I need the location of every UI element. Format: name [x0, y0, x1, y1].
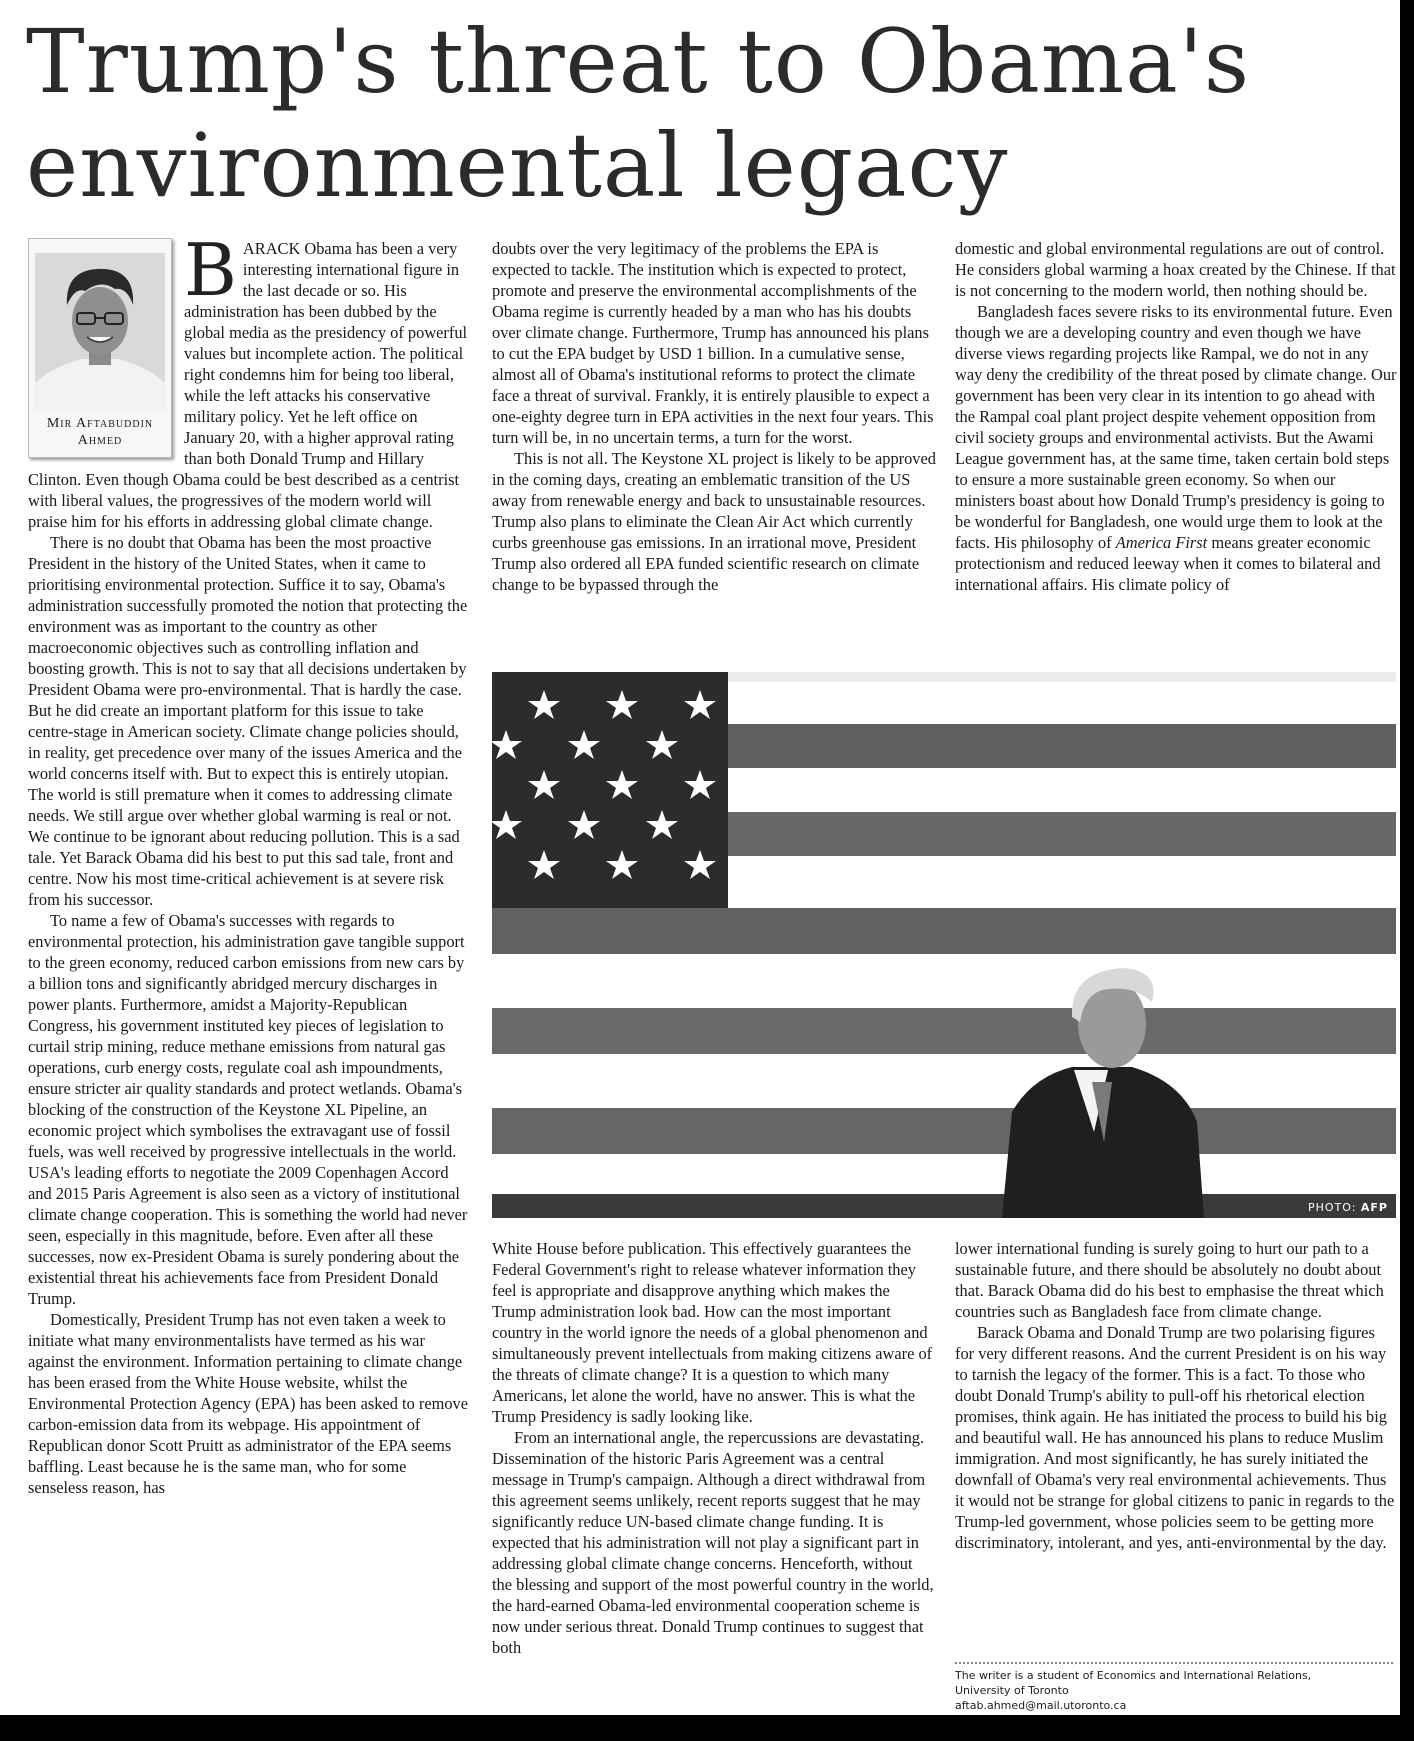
headline: Trump's threat to Obama's environmental legacy [26, 10, 1251, 217]
paragraph-8 [955, 301, 1397, 595]
author-photo [35, 253, 165, 411]
paragraph-6: This is not all. The Keystone XL project is likely to be approved in the coming days, creating an emblematic transition of the US away from renewable energy and back to unsustainable resources. Trump also plans to eliminate the Clean Air Act which currently curbs greenhouse gas emissions. In an irrational move, President Trump also ordered all EPA funded scientific research on climate change to be bypassed through the [492, 449, 936, 594]
footer-divider [955, 1662, 1393, 1664]
footer-email[interactable]: aftab.ahmed@mail.utoronto.ca [955, 1699, 1127, 1712]
article-column-2-bottom [492, 1238, 936, 1715]
paragraph-11: lower international funding is surely going to hurt our path to a sustainable future, and there should be absolutely no doubt about that. Barack Obama did do his best to emphasise the threat which countries such as Bangladesh face from climate change. [955, 1239, 1384, 1321]
article-column-3-top [955, 238, 1397, 648]
author-name-line2: Ahmed [77, 433, 123, 448]
flag-photo-image [492, 672, 1396, 1218]
paragraph-1: ARACK Obama has been a very interesting international figure in the last decade or so. His administration has been dubbed by the global media as the presidency of powerful values but incomplete action. The political right condemns him for being too liberal, while the left attacks his conservative military policy. Yet he left office on January 20, with a higher approval rating than both Donald Trump and Hillary Clinton. Even though Obama could be best described as a centrist with liberal values, the progressives of the modern world will praise him for his efforts in addressing global climate change. [28, 239, 468, 531]
paragraph-7: domestic and global environmental regulations are out of control. He considers global warming a hoax created by the Chinese. If that is not concerning to the modern world, then nothing should be. [955, 239, 1396, 300]
paragraph-5: doubts over the very legitimacy of the problems the EPA is expected to tackle. The institution which is expected to protect, promote and preserve the environmental accomplishments of the Obama regime is currently headed by a man who has his doubts over climate change. Furthermore, Trump has announced his plans to cut the EPA budget by USD 1 billion. In a cumulative sense, almost all of Obama's institutional reforms to protect the climate face a threat of survival. Frankly, it is entirely plausible to expect a one-eighty degree turn in EPA activities in the next four years. This turn will be, in no uncertain terms, a turn for the worst. [492, 239, 934, 447]
paragraph-9: White House before publication. This effectively guarantees the Federal Government's right to release whatever information they feel is appropriate and disapprove anything which makes the Trump administration look bad. How can the most important country in the world ignore the needs of a global phenomenon and simultaneously prevent intellectuals from making citizens aware of the threats of climate change? It is a question to which many Americans, let alone the world, have no answer. This is what the Trump Presidency is sadly looking like. [492, 1239, 933, 1426]
photo-credit [1308, 1201, 1388, 1214]
paragraph-10: From an international angle, the repercussions are devastating. Dissemination of the historic Paris Agreement was a central message in Trump's campaign. Although a direct withdrawal from this agreement seems unlikely, recent reports suggest that he may significantly reduce UN-based climate change funding. It is expected that his administration will not play a significant part in addressing global climate change concerns. Henceforth, without the blessing and support of the most powerful country in the world, the hard-earned Obama-led environmental cooperation scheme is now under serious threat. Donald Trump continues to suggest that both [492, 1428, 934, 1657]
author-name-line1: Mir Aftabuddin [46, 416, 154, 431]
footer-line-1: The writer is a student of Economics and International Relations, [955, 1669, 1312, 1682]
article-column-3-bottom [955, 1238, 1397, 1648]
author-footer-note [955, 1668, 1395, 1713]
paragraph-8-tail: means greater economic protectionism and reduced leeway when it comes to bilateral and international affairs. His climate policy of [955, 533, 1381, 594]
paragraph-2: There is no doubt that Obama has been the most proactive President in the history of the United States, when it came to prioritising environmental protection. Suffice it to say, Obama's administration successfully promoted the notion that protecting the environment was as important to the country as other macroeconomic objectives such as controlling inflation and boosting growth. This is not to say that all decisions undertaken by President Obama were pro-environmental. That is hardly the case. But he did create an important platform for this issue to take centre-stage in American society. Climate change policies should, in reality, get precedence over many of the issues America and the world concerns itself with. But to expect this is entirely utopian. The world is still premature when it comes to addressing climate needs. We still argue over whether global warming is real or not. We continue to be ignorant about reducing pollution. This is a sad tale. Yet Barack Obama did his best to put this sad tale, front and centre. Now his most time-critical achievement is at severe risk from his successor. [28, 533, 468, 909]
america-first-emphasis: America First [1115, 533, 1208, 552]
article-column-1 [28, 238, 470, 1715]
paragraph-12: Barack Obama and Donald Trump are two polarising figures for very different reasons. And the current President is on his way to tarnish the legacy of the former. This is a fact. To those who doubt Donald Trump's ability to pull-off his rhetorical election promises, think again. He has initiated the process to build his big and beautiful wall. He has announced his plans to reduce Muslim immigration. And most significantly, he has surely initiated the downfall of Obama's very real environmental achievements. Thus it would not be strange for global citizens to panic in regards to the Trump-led government, whose policies seem to be getting more discriminatory, intolerant, and yes, anti-environmental by the day. [955, 1323, 1395, 1552]
footer-line-2: University of Toronto [955, 1684, 1069, 1697]
author-box [28, 238, 172, 458]
drop-cap: B [184, 238, 237, 312]
paragraph-3: To name a few of Obama's successes with regards to environmental protection, his administration gave tangible support to the green economy, reduced carbon emissions from new cars by a billion tons and significantly abridged mercury discharges in power plants. Furthermore, amidst a Majority-Republican Congress, his government instituted key pieces of legislation to curtail strip mining, reduce methane emissions from natural gas operations, curb energy costs, regulate coal ash impoundments, ensure stricter air quality standards and protect wetlands. Obama's blocking of the construction of the Keystone XL Pipeline, an economic project which symbolises the extravagant use of fossil fuels, was well received by progressive intellectuals in the world. USA's leading efforts to negotiate the 2009 Copenhagen Accord and 2015 Paris Agreement is also seen as a victory of institutional climate change cooperation. This is something the world had never seen, especially in this magnitude, before. Even after all these successes, now ex-President Obama is surely pondering about the existential threat his achievements face from President Donald Trump. [28, 911, 468, 1308]
article-column-2-top [492, 238, 936, 648]
paragraph-4: Domestically, President Trump has not even taken a week to initiate what many environmentalists have termed as his war against the environment. Information pertaining to climate change has been erased from the White House website, whilst the Environmental Protection Agency (EPA) has been asked to remove carbon-emission data from its webpage. His appointment of Republican donor Scott Pruitt as administrator of the EPA seems baffling. Least because he is the same man, who for some senseless reason, has [28, 1310, 469, 1497]
flag-photo [492, 672, 1396, 1218]
paragraph-8-text: Bangladesh faces severe risks to its environmental future. Even though we are a developing country and even though we have diverse views regarding projects like Rampal, we do not in any way deny the credibility of the threat posed by climate change. Our government has been very clear in its intention to go ahead with the Rampal coal plant project despite vehement opposition from civil society groups and environmental activists. But the Awami League government has, at the same time, taken certain bold steps to ensure a more sustainable green economy. So when our ministers boast about how Donald Trump's presidency is going to be wonderful for Bangladesh, one would urge them to look at the facts. His philosophy of [955, 302, 1397, 552]
photo-credit-prefix: PHOTO: [1307, 1201, 1361, 1214]
photo-credit-source: AFP [1360, 1201, 1388, 1214]
